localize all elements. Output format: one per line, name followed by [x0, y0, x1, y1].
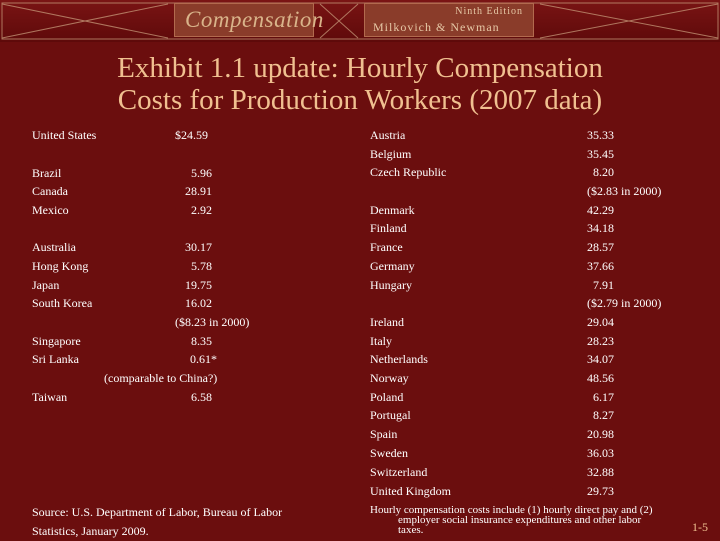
authors-label: Milkovich & Newman: [373, 20, 500, 34]
value-label: 36.03: [587, 446, 614, 460]
value-label: 0.61*: [190, 352, 217, 366]
country-label: South Korea: [32, 296, 93, 310]
header-banner: [0, 0, 720, 42]
source-line-1: Source: U.S. Department of Labor, Bureau of Labor: [32, 505, 283, 519]
country-label: Belgium: [370, 147, 412, 161]
country-label: Ireland: [370, 315, 404, 329]
value-note: (comparable to China?): [104, 371, 218, 385]
country-label: United States: [32, 128, 97, 142]
value-label: 35.33: [587, 128, 614, 142]
value-label: 8.20: [593, 165, 614, 179]
edition-box: [364, 3, 534, 37]
country-label: Spain: [370, 427, 398, 441]
country-label: Poland: [370, 390, 404, 404]
value-label: 2.92: [191, 203, 212, 217]
value-label: 19.75: [185, 278, 212, 292]
country-label: Sweden: [370, 446, 408, 460]
footnote-line-3: taxes.: [398, 524, 424, 536]
value-label: 5.96: [191, 166, 212, 180]
value-label: $24.59: [175, 128, 208, 142]
book-title: Compensation: [185, 7, 324, 32]
value-label: 32.88: [587, 465, 614, 479]
country-label: Denmark: [370, 203, 415, 217]
country-label: Mexico: [32, 203, 69, 217]
footnote-line-2: employer social insurance expenditures and other labor: [398, 514, 642, 526]
value-label: 28.57: [587, 240, 614, 254]
country-label: Italy: [370, 334, 392, 348]
country-label: Netherlands: [370, 352, 428, 366]
value-label: 6.17: [593, 390, 614, 404]
country-label: Singapore: [32, 334, 81, 348]
value-label: 8.27: [593, 408, 614, 422]
book-logo: [174, 3, 324, 37]
value-label: 42.29: [587, 203, 614, 217]
country-label: Canada: [32, 184, 68, 198]
title-line-2: Costs for Production Workers (2007 data): [117, 84, 603, 116]
country-label: Austria: [370, 128, 406, 142]
source-note: [32, 503, 282, 541]
value-note: ($2.79 in 2000): [587, 296, 662, 310]
slide-title: [0, 52, 720, 116]
country-label: Czech Republic: [370, 165, 447, 179]
country-label: Taiwan: [32, 390, 68, 404]
value-note: ($8.23 in 2000): [175, 315, 250, 329]
edition-label: Ninth Edition: [455, 6, 523, 17]
footnote: [370, 505, 698, 535]
value-label: 34.07: [587, 352, 614, 366]
value-label: 29.04: [587, 315, 614, 329]
value-label: 28.91: [185, 184, 212, 198]
value-label: 37.66: [587, 259, 614, 273]
country-label: Finland: [370, 221, 407, 235]
source-line-2: Statistics, January 2009.: [32, 524, 149, 538]
value-label: 35.45: [587, 147, 614, 161]
country-label: Japan: [32, 278, 60, 292]
country-label: United Kingdom: [370, 484, 451, 498]
value-label: 5.78: [191, 259, 212, 273]
value-label: 30.17: [185, 240, 212, 254]
value-label: 6.58: [191, 390, 212, 404]
value-label: 7.91: [593, 278, 614, 292]
country-label: Portugal: [370, 408, 411, 422]
value-label: 16.02: [185, 296, 212, 310]
value-label: 29.73: [587, 484, 614, 498]
country-label: Hungary: [370, 278, 412, 292]
country-label: France: [370, 240, 403, 254]
value-label: 20.98: [587, 427, 614, 441]
country-label: Switzerland: [370, 465, 428, 479]
country-label: Sri Lanka: [32, 352, 79, 366]
value-label: 8.35: [191, 334, 212, 348]
country-label: Brazil: [32, 166, 62, 180]
banner-ornament: [0, 0, 720, 42]
country-label: Germany: [370, 259, 415, 273]
value-label: 48.56: [587, 371, 614, 385]
title-line-1: Exhibit 1.1 update: Hourly Compensation: [117, 52, 603, 84]
country-label: Australia: [32, 240, 76, 254]
country-label: Hong Kong: [32, 259, 89, 273]
value-label: 34.18: [587, 221, 614, 235]
country-label: Norway: [370, 371, 409, 385]
value-label: 28.23: [587, 334, 614, 348]
value-note: ($2.83 in 2000): [587, 184, 662, 198]
page-number: 1-5: [692, 520, 708, 534]
footnote-line-1: Hourly compensation costs include (1) hourly direct pay and (2): [370, 504, 653, 516]
